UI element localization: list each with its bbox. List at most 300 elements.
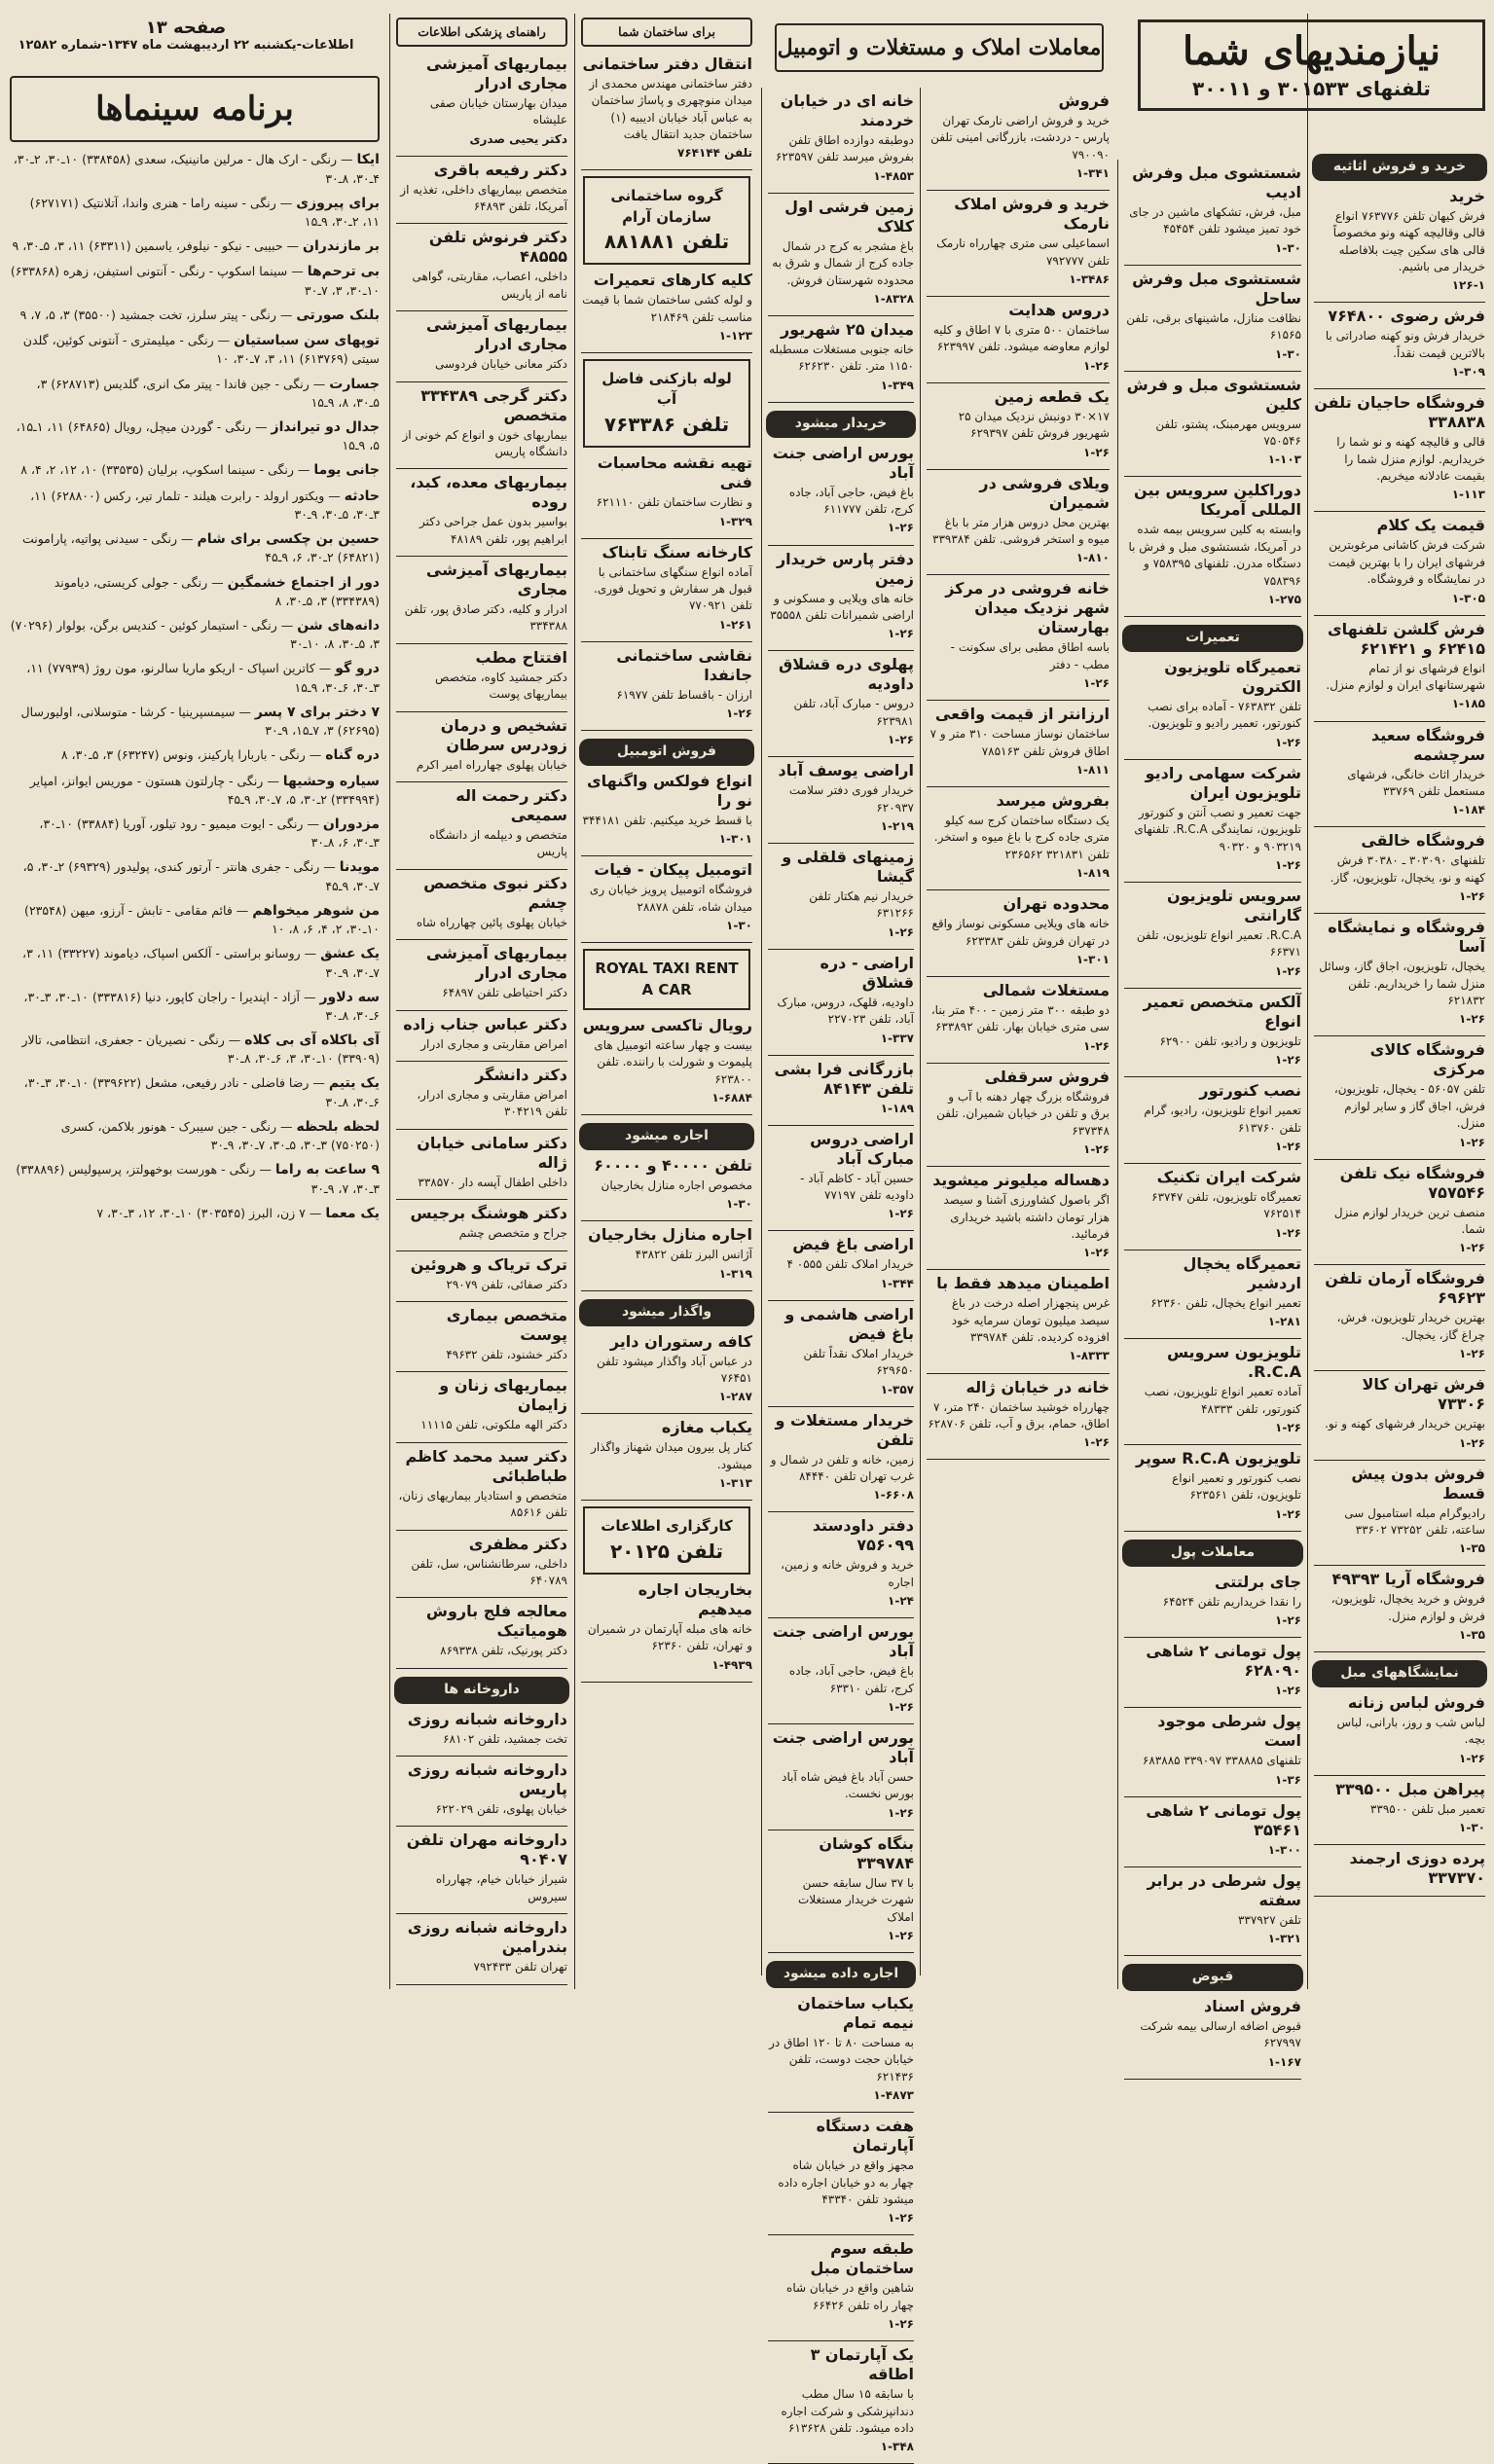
ad-body: R.C.A. تعمیر انواع تلویزیون، تلفن ۶۶۳۷۱ <box>1136 927 1301 960</box>
ad-divider <box>768 1300 914 1301</box>
cinema-separator: — <box>255 1162 275 1178</box>
ad-heading: فرش گلشن تلفنهای ۶۲۴۱۵ و ۶۲۱۴۲۱ <box>1328 619 1485 658</box>
classified-ad <box>768 198 914 308</box>
cinema-details: آزاد - اپندیرا - راجان کاپور، دنیا (۳۳۳۸۱۶) ۱۰ـ۳۰، ۳ـ۳۰، ۶ـ۳۰، ۸ـ۳۰ <box>23 989 380 1023</box>
ad-heading: بیماریهای آمیزشی مجاری ادرار <box>425 54 567 92</box>
ad-body: اگر باصول کشاورزی آشنا و سیصد هزار تومان داشته باشید خریداری فرمائید. <box>943 1193 1110 1241</box>
ad-body: تعمیر انواع تلویزیون، رادیو، گرام تلفن ۶۱۳۷۶۰ <box>1144 1104 1301 1135</box>
ad-divider <box>396 1530 567 1531</box>
ad-body: داخلی، سرطانشناس، سل، تلفن ۶۴۰۷۸۹ <box>411 1556 567 1587</box>
banner-title: نیازمندیهای شما <box>1182 28 1441 74</box>
classified-ad <box>1124 1871 1301 1947</box>
ad-code: ۱-۲۶ <box>888 1805 914 1820</box>
classified-ad <box>768 1516 914 1610</box>
ad-body: قبوض اضافه ارسالی بیمه شرکت ۶۲۷۹۹۷ <box>1140 2018 1301 2050</box>
ad-divider <box>1314 1844 1485 1845</box>
ad-heading: دوراکلین سرویس بین المللی آمریکا <box>1134 481 1301 520</box>
cinema-film-name: مزدوران <box>322 815 380 832</box>
ad-heading: فروش سرقفلی <box>984 1067 1110 1086</box>
classified-ad <box>396 944 567 1001</box>
ad-code: ۱-۲۶ <box>1275 1139 1301 1153</box>
ad-body: بیماریهای خون و انواع کم خونی از دانشگاه پاریس <box>402 427 567 458</box>
ad-heading: خریدار مستغلات و تلفن <box>775 1410 914 1449</box>
ad-divider <box>927 976 1110 977</box>
ad-divider <box>396 1756 567 1757</box>
classified-ad <box>581 1332 752 1406</box>
ad-heading: پهلوی دره قشلاق داودیه <box>778 655 914 694</box>
ad-divider <box>581 169 752 170</box>
wanted-banner <box>1134 14 1489 121</box>
ad-divider <box>1124 1076 1301 1077</box>
cinema-film-name: بر مازندران <box>303 238 380 255</box>
classified-ad <box>396 1306 567 1363</box>
classified-ad <box>768 91 914 185</box>
classified-ad <box>396 1602 567 1659</box>
ad-body: خریدار املاک تلفن ۰۵۵۵ ۴ <box>786 1257 914 1272</box>
logo-phone: تلفن ۷۶۳۳۸۶ <box>603 412 730 436</box>
classified-ad <box>1124 993 1301 1069</box>
cinema-separator: — <box>224 1033 245 1048</box>
ad-divider <box>581 538 752 539</box>
ad-heading: بیماریهای معده، کبد، روده <box>410 473 567 512</box>
classified-ad <box>396 1134 567 1191</box>
ad-code: ۱-۲۸۱ <box>1267 1315 1301 1329</box>
ad-divider <box>581 730 752 731</box>
ad-body: باغ مشجر به کرج در شمال جاده کرج از شمال و شرق به محدوده شهرستان فروش. <box>772 238 914 287</box>
classified-ad <box>396 1066 567 1121</box>
ad-body: تعمیر انواع یخچال، تلفن ۶۲۳۶۰ <box>1150 1295 1301 1310</box>
ad-body: خریدار فوری دفتر سلامت ۶۲۰۹۳۷ <box>788 783 914 815</box>
ad-code: ۱-۳۰۵ <box>1451 591 1485 605</box>
classified-ad <box>396 161 567 216</box>
classified-ad <box>396 1447 567 1522</box>
logo-name: لوله بازکنی فاضل آب <box>601 370 732 409</box>
ad-code: ۱-۳۵۷ <box>880 1382 914 1396</box>
issue-line: اطلاعات-یکشنبه ۲۲ اردیبهشت ماه ۱۳۴۷-شماره ۱۲۵۸۲ <box>18 38 354 53</box>
cinema-separator: — <box>251 418 272 434</box>
classified-ad <box>1314 1570 1485 1644</box>
ad-divider <box>768 1511 914 1512</box>
classified-ad <box>1314 1040 1485 1150</box>
ad-code: ۱-۱۲۳ <box>718 329 752 344</box>
ad-divider <box>1124 616 1301 617</box>
ad-divider <box>927 469 1110 470</box>
cinema-separator: — <box>337 152 357 167</box>
ad-divider <box>1314 1159 1485 1160</box>
cinema-separator: — <box>282 238 304 254</box>
ad-heading: تلویزیون سرویس R.C.A. <box>1166 1343 1301 1382</box>
ad-divider <box>1124 1163 1301 1164</box>
ad-code: ۱-۱۸۹ <box>880 1101 914 1115</box>
cinema-separator: — <box>305 747 326 763</box>
classified-ad <box>581 271 752 344</box>
cinema-details: روسانو براستی - آلکس اسپاک، دیاموند (۳۳۲۲۷) ۱۱، ۳، ۷ـ۳۰، ۹ـ۳۰ <box>22 946 380 980</box>
ad-body: امراض مقاربتی و مجاری ادرار، تلفن ۳۰۴۲۱۹ <box>417 1087 567 1119</box>
classified-ad <box>1124 1712 1301 1788</box>
logo-name: ROYAL TAXI RENT A CAR <box>595 960 739 998</box>
ad-code: ۱-۲۶ <box>1275 1506 1301 1521</box>
ad-code: ۱-۲۶ <box>1459 1135 1485 1149</box>
ad-heading: محدوده تهران <box>1002 894 1110 914</box>
section-header: نمایشگاههای مبل <box>1312 1660 1487 1687</box>
ad-body: فروش و خرید یخچال، تلویزیون، فرش و لوازم منزل. <box>1330 1592 1485 1623</box>
ad-body: دفتر ساختمانی مهندس محمدی از میدان منوچهری و پاساژ ساختمان به عباس آباد خیابان ادیبیه (۱) ساختمان جدید انتقال یافت <box>589 76 752 141</box>
ad-code: ۱-۸۱۹ <box>1075 866 1110 881</box>
ad-body: دکتر احتیاطی تلفن ۶۴۸۹۷ <box>442 986 567 1000</box>
ad-divider <box>396 1371 567 1372</box>
classified-ad <box>927 705 1110 779</box>
ad-divider <box>927 1373 1110 1374</box>
section-header: خرید و فروش اثاثیه <box>1312 154 1487 181</box>
ad-body: تهران تلفن ۷۹۲۴۳۳ <box>473 1960 567 1975</box>
ad-divider <box>768 949 914 950</box>
ad-divider <box>1314 721 1485 722</box>
cinema-details: رنگی - چارلتون هستون - موریس ایوانز، امپایر (۳۳۴۹۹۴) ۲ـ۳۰، ۵، ۷ـ۳۰، ۹ـ۴۵ <box>29 773 380 807</box>
cinema-separator: — <box>293 462 314 478</box>
ad-heading: شستشوی مبل وفرش ساحل <box>1132 269 1301 308</box>
ad-code: ۱-۳۰۱ <box>718 832 752 847</box>
classified-ad <box>927 195 1110 288</box>
ad-heading: بیماریهای آمیزشی مجاری ادرار <box>425 944 567 983</box>
cinema-details: سینما اسکوپ - رنگی - آنتونی استیفن، زهره (۶۳۳۸۶۸) ۱۰ـ۳۰، ۳، ۷ـ۳۰ <box>10 264 380 298</box>
ad-heading: داروخانه شبانه روزی بندرامین <box>407 1918 567 1957</box>
ad-divider <box>1314 1651 1485 1652</box>
ad-heading: فروشگاه خالقی <box>1361 831 1485 851</box>
ad-body: منصف ترین خریدار لوازم منزل شما. <box>1333 1205 1485 1236</box>
ad-heading: تشخیص و درمان زودرس سرطان <box>440 715 567 754</box>
cinema-separator: — <box>276 1118 297 1134</box>
ad-code: ۱-۲۶ <box>888 1700 914 1715</box>
cinema-details: رنگی - ارک هال - مرلین مانینیک، سعدی (۳۳۸۴۵۸) ۱۰ـ۳۰، ۲ـ۳۰، ۴ـ۳۰، ۸ـ۳۰ <box>13 152 380 186</box>
ad-body: سرویس مهرمبنک، پشتو، تلفن ۷۵۰۵۴۶ <box>1155 417 1301 449</box>
ad-body: فروشگاه اتومبیل پرویز خیابان ری میدان شاه، تلفن ۲۸۸۷۸ <box>589 883 752 914</box>
ad-divider <box>1124 1955 1301 1956</box>
ad-divider <box>1314 826 1485 827</box>
ad-code: ۱-۲۶۱ <box>718 617 752 632</box>
ad-heading: دکتر سید محمد کاظم طباطبائی <box>405 1446 567 1485</box>
ad-body: دکتر معانی خیابان فردوسی <box>434 357 567 372</box>
ad-divider <box>396 1129 567 1130</box>
section-header: داروخانه ها <box>394 1677 569 1704</box>
ad-body: آماده تعمیر انواع تلویزیون، نصب کنورتور، تلفن ۴۸۳۳۳ <box>1144 1385 1301 1416</box>
cinema-film-name: ۷ دختر برای ۷ پسر <box>254 704 380 720</box>
ad-body: قالی و قالیچه کهنه و نو شما را خریداریم. لوازم منزل شما را بقیمت عادلانه میخریم. <box>1336 435 1485 484</box>
ad-heading: داروخانه شبانه روزی پاریس <box>407 1759 567 1798</box>
classified-ad <box>1124 1997 1301 2071</box>
ad-divider <box>1314 1460 1485 1461</box>
ad-divider <box>927 382 1110 383</box>
classified-ad <box>927 791 1110 882</box>
ad-heading: تعمیرگاه تلویزیون الکترون <box>1164 657 1301 696</box>
ad-heading: پول تومانی ۲ شاهی ۳۵۴۶۱ <box>1146 1800 1301 1839</box>
cinema-separator: — <box>235 704 255 719</box>
ad-divider <box>581 1500 752 1501</box>
cinema-listing <box>10 150 380 187</box>
section-header: اجاره داده میشود <box>766 1961 916 1988</box>
cinema-film-name: یک یتیم <box>328 1075 380 1092</box>
cinema-film-name: ایکا <box>356 152 380 168</box>
classified-ad <box>1314 516 1485 606</box>
ad-code: دکتر یحیی صدری <box>469 131 567 146</box>
cinema-details: رنگی - جین سیبرک - هونور بلاکمن، کسری (۷۵۰۲۵۰) ۳ـ۳۰، ۵ـ۳۰، ۷ـ۳۰، ۹ـ۳۰ <box>60 1118 380 1153</box>
ad-code: ۱-۸۳۲۸ <box>873 291 914 306</box>
ad-code: ۱-۲۶ <box>888 627 914 641</box>
ad-body: وابسته به کلین سرویس بیمه شده در آمریکا، شستشوی مبل و فرش با دستگاه مدرن. تلفنهای ۷۵۸۳۹۵ و ۷۵۸۳۹۶ <box>1128 523 1301 588</box>
cinema-separator: — <box>276 617 298 633</box>
cinema-details: رنگی - گوردن میچل، رویال (۶۴۸۶۵) ۱۱، ۱ـ۱۵، ۵، ۹ـ۱۵ <box>16 418 380 453</box>
ad-divider <box>768 1125 914 1126</box>
cinema-details: رنگی - نصیریان - جعفری، انتظامی، تالار (۳۳۹۰۹) ۱۰ـ۳۰، ۳، ۶ـ۳۰، ۸ـ۳۰ <box>21 1033 380 1067</box>
ad-heading: انواع فولکس واگنهای نو را <box>586 772 752 811</box>
cinema-film-name: حسین بن چکسی برای شام <box>197 531 380 548</box>
real-estate-title: معاملات املاک و مستغلات و اتومبیل <box>775 23 1104 72</box>
ad-heading: دروس هدایت <box>1008 301 1110 320</box>
classified-ad <box>396 386 567 461</box>
classified-ad <box>581 860 752 934</box>
ad-heading: اراضی دروس مبارک آباد <box>810 1129 914 1168</box>
cinema-details: فائم مقامی - تابش - آرزو، میهن (۲۳۵۴۸) ۱۰ـ۳۰، ۲، ۴، ۶، ۸، ۱۰ <box>24 902 380 937</box>
ad-code: ۱-۲۶ <box>1275 963 1301 978</box>
ad-heading: خرید <box>1449 186 1485 205</box>
classified-ad <box>1124 1801 1301 1859</box>
ad-heading: شرکت سهامی رادیو تلویزیون ایران <box>1145 763 1301 802</box>
ad-code: ۱-۲۶ <box>888 1207 914 1221</box>
ad-divider <box>1314 511 1485 512</box>
ad-divider <box>927 574 1110 575</box>
cinema-listing <box>10 745 380 765</box>
section-header: معاملات پول <box>1122 1540 1303 1567</box>
ad-heading: اراضی - دره قشلاق <box>820 953 914 992</box>
ad-code: ۱-۲۸۷ <box>718 1390 752 1404</box>
ad-body: خانه جنوبی مستغلات مسطبله ۱۱۵۰ متر. تلفن ۶۲۶۲۳۰ <box>769 343 914 374</box>
ad-body: باسه اطاق مطبی برای سکونت - مطب - دفتر <box>950 640 1110 671</box>
ad-body: را نقدا خریداریم تلفن ۶۴۵۲۴ <box>1162 1594 1301 1609</box>
ad-divider <box>768 2112 914 2113</box>
ad-code: ۱-۲۶ <box>1275 735 1301 749</box>
classified-ad <box>927 474 1110 567</box>
ad-body: دوطبقه دوازده اطاق تلفن بفروش میرسد تلفن ۶۲۳۵۹۷ <box>775 133 914 164</box>
cinema-listing <box>10 1160 380 1197</box>
cinema-separator: — <box>275 307 297 322</box>
ad-divider <box>1124 265 1301 266</box>
advertiser-logo <box>583 359 750 448</box>
ad-code: ۱-۳۴۴ <box>880 1276 914 1290</box>
cinema-details: رنگی - جین فاندا - پیتر مک انری، گلدیس (۶۲۸۷۱۳) ۳، ۵ـ۳۰، ۸، ۹ـ۱۵ <box>36 376 380 410</box>
ad-code: ۱-۳۰۱ <box>1075 953 1110 967</box>
ad-divider <box>768 545 914 546</box>
classified-ad <box>1124 376 1301 469</box>
ad-code: ۱-۳۲۱ <box>1267 1932 1301 1945</box>
ad-divider <box>768 2340 914 2341</box>
ad-heading: فروش اسناد <box>1204 1996 1301 2015</box>
ad-divider <box>1314 615 1485 616</box>
classified-ad <box>396 1710 567 1748</box>
ad-body: تلفنهای ۳۰۳۰۹۰ ـ ۳۰۳۸۰ فرش کهنه و نو، یخچال، تلویزیون، گاز. <box>1330 853 1485 885</box>
ad-divider <box>927 1166 1110 1167</box>
classified-ad <box>1314 1849 1485 1888</box>
ad-body: آماده انواع سنگهای ساختمانی با قبول هر سفارش و تحویل فوری. تلفن ۷۷۰۹۲۱ <box>594 564 752 613</box>
ad-code: ۱-۳۴۱ <box>1075 166 1110 181</box>
ad-heading: بخاریجان اجاره میدهیم <box>638 1579 752 1618</box>
classified-ad <box>1314 187 1485 295</box>
ad-code: ۱-۲۶ <box>1083 1142 1110 1157</box>
cinema-listing <box>10 529 380 566</box>
ad-heading: بورس اراضی جنت آباد <box>772 1622 914 1661</box>
cinema-separator: — <box>305 1205 326 1220</box>
ad-body: خرید و فروش اراضی نارمک تهران پارس - دردشت، بازرگانی امینی تلفن ۷۹۰۰۹۰ <box>930 114 1110 162</box>
ad-code: ۱-۳۲۹ <box>718 514 752 528</box>
ad-heading: یک آپارتمان ۳ اطاقه <box>810 2345 914 2384</box>
classified-ad <box>396 1255 567 1293</box>
ad-divider <box>396 223 567 224</box>
ad-heading: دکتر رفیعه باقری <box>433 160 567 179</box>
classified-ad <box>768 444 914 537</box>
ad-heading: تلفن ۴۰۰۰۰ و ۶۰۰۰۰ <box>594 1155 752 1175</box>
classified-ad <box>581 453 752 529</box>
ad-divider <box>1124 1531 1301 1532</box>
classified-ad <box>768 1060 914 1117</box>
cinema-separator: — <box>207 574 228 590</box>
ad-body: باغ فیض، حاجی آباد، جاده کرج، تلفن ۶۳۳۱۰ <box>788 1664 914 1695</box>
cinema-details: رنگی - سینما اسکوپ، برلیان (۳۳۵۳۵) ۱۰، ۱۲، ۲، ۴، ۸ <box>20 462 294 478</box>
ad-code: ۱-۲۶ <box>1083 445 1110 459</box>
ad-divider <box>396 869 567 870</box>
cinema-details: رنگی - باربارا پارکینز، ونوس (۶۳۲۴۷) ۳، ۵ـ۳۰، ۸ <box>60 747 306 763</box>
ad-code: ۱-۳۰ <box>1275 346 1301 361</box>
cinema-details: کاترین اسپاک - اریکو ماریا سالرنو، مون روژ (۷۷۹۳۹) ۱۱، ۳ـ۳۰، ۶ـ۳۰، ۹ـ۱۵ <box>26 661 380 695</box>
ad-heading: فروشگاه سعید سرچشمه <box>1371 725 1485 764</box>
ad-code: ۱-۳۱۳ <box>718 1476 752 1491</box>
ad-body: داخلی اطفال آپسه دار ۳۳۸۵۷۰ <box>418 1175 567 1189</box>
ad-heading: فروشگاه آریا ۴۹۳۹۳ <box>1331 1570 1485 1589</box>
ad-body: خریدار املاک نقداً تلفن ۶۲۹۶۵۰ <box>803 1346 914 1378</box>
classified-ad <box>581 1156 752 1213</box>
cinema-film-name: جانی یوما <box>313 462 380 479</box>
ad-heading: نقاشی ساختمانی جانفدا <box>616 645 752 684</box>
classified-ad <box>396 1535 567 1590</box>
classified-ad <box>1314 726 1485 819</box>
ad-divider <box>768 2234 914 2235</box>
ad-body: ساختمان نوساز مساحت ۳۱۰ متر و ۷ اطاق فروش تلفن ۷۸۵۱۶۳ <box>929 727 1110 758</box>
ad-heading: اراضی هاشمی و باغ فیض <box>784 1304 914 1343</box>
cinema-listing <box>10 194 380 231</box>
classified-ad <box>1314 1693 1485 1767</box>
classified-ad <box>1124 481 1301 608</box>
ad-divider <box>396 1061 567 1062</box>
classified-ad <box>396 473 567 548</box>
ad-heading: بورس اراضی جنت آباد <box>772 443 914 482</box>
ad-body: خانه های ویلایی مسکونی نوساز واقع در تهران فروش تلفن ۶۲۳۳۸۳ <box>931 917 1110 948</box>
ad-heading: ویلای فروشی در شمیران <box>979 473 1110 512</box>
ad-heading: ترک تریاک و هروئین <box>410 1254 567 1274</box>
ad-body: نصب کنورتور و تعمیر انواع تلویزیون، تلفن ۶۲۳۵۶۱ <box>1172 1471 1301 1503</box>
cinema-listing <box>10 306 380 325</box>
cinema-listing <box>10 1031 380 1068</box>
cinema-film-name: توپهای سن سباستیان <box>234 333 380 349</box>
ad-divider <box>1124 1707 1301 1708</box>
ad-divider <box>396 156 567 157</box>
ad-divider <box>396 939 567 940</box>
cinema-listing <box>10 1117 380 1154</box>
classified-ad <box>396 1830 567 1905</box>
advertiser-logo <box>583 1506 750 1575</box>
classified-ad <box>1124 1343 1301 1436</box>
ad-code: ۱-۲۶ <box>888 733 914 747</box>
cinema-separator: — <box>300 989 320 1004</box>
ad-heading: فروشگاه آرمان تلفن ۶۹۶۲۳ <box>1325 1269 1485 1308</box>
section-header: تعمیرات <box>1122 625 1303 652</box>
ad-heading: جای برلتتی <box>1215 1572 1301 1591</box>
advertiser-logo <box>583 176 750 265</box>
ad-code: ۱-۲۶ <box>888 924 914 939</box>
ad-body: ساختمان ۵۰۰ متری با ۷ اطاق و کلیه لوازم معاوضه میشود. تلفن ۶۲۳۹۹۷ <box>932 323 1110 354</box>
classified-ad <box>768 320 914 394</box>
ad-code: ۱-۸۳۳۳ <box>1069 1349 1110 1363</box>
classified-ad <box>768 1130 914 1223</box>
classified-ad <box>1124 270 1301 363</box>
ad-divider <box>581 1290 752 1291</box>
classified-ad <box>768 655 914 748</box>
ad-code: ۱-۲۶ <box>1459 1751 1485 1765</box>
ad-heading: دکتر فرنوش تلفن ۴۸۵۵۵ <box>428 228 567 267</box>
ad-divider <box>1124 2079 1301 2080</box>
ad-heading: یکباب ساختمان نیمه تمام <box>797 1993 914 2032</box>
column-construction <box>574 14 758 1989</box>
ad-body: ۱۷×۳۰ دونبش نزدیک میدان ۲۵ شهریور فروش تلفن ۶۲۹۳۹۷ <box>958 409 1110 441</box>
ad-divider <box>1124 759 1301 760</box>
ad-divider <box>581 641 752 642</box>
cinema-separator: — <box>309 376 330 391</box>
classified-ad <box>1124 1081 1301 1155</box>
cinema-film-name: دانه‌های شن <box>297 617 380 634</box>
classified-ad <box>581 1016 752 1106</box>
classified-ad <box>396 54 567 148</box>
ad-body: شیراز خیابان خیام، چهارراه سیروس <box>435 1872 567 1903</box>
ad-body: تلفن ۷۶۳۸۳۲ - آماده برای نصب کنورتور، تعمیر رادیو و تلویزیون. <box>1148 699 1301 731</box>
ad-heading: هفت دستگاه آپارتمان <box>816 2117 914 2156</box>
ad-body: تخت جمشید، تلفن ۶۸۱۰۲ <box>443 1731 567 1746</box>
ad-body: نظافت منازل، ماشینهای برقی، تلفن ۶۱۵۶۵ <box>1126 310 1301 343</box>
ad-code: ۱-۲۶ <box>1459 1347 1485 1361</box>
ad-heading: دکتر دانشگر <box>475 1065 567 1084</box>
ad-body: بواسیر بدون عمل جراحی دکتر ابراهیم پور، تلفن ۴۸۱۸۹ <box>419 515 567 546</box>
ad-divider <box>1124 1637 1301 1638</box>
ad-code: ۱-۳۰ <box>726 1197 752 1212</box>
ad-body: فروشگاه بزرگ چهار دهنه با آب و برق و تلفن در خیابان شمیران. تلفن ۶۳۷۳۴۸ <box>936 1089 1110 1138</box>
ad-divider <box>768 1055 914 1056</box>
ad-heading: طبقه سوم ساختمان مبل <box>810 2239 914 2278</box>
cinema-listing <box>10 1204 380 1223</box>
ad-code: ۱-۸۱۰ <box>1075 551 1110 565</box>
classified-ad <box>927 981 1110 1055</box>
ad-code: ۱-۲۷۵ <box>1267 593 1301 606</box>
ad-code: ۱-۳۰ <box>726 919 752 933</box>
ad-divider <box>927 190 1110 191</box>
ad-heading: دکتر نبوی متخصص چشم <box>423 873 567 912</box>
ad-code: ۱-۳۰ <box>1459 1821 1485 1835</box>
classified-ad <box>581 54 752 163</box>
cinema-listing <box>10 460 380 480</box>
cinema-listing <box>10 815 380 852</box>
classified-ad <box>768 1235 914 1291</box>
ad-code: ۱-۴۹۳۹ <box>711 1657 752 1672</box>
ad-code: ۱-۲۶ <box>888 2317 914 2332</box>
classified-ad <box>396 1015 567 1053</box>
ad-heading: دکتر هوشنگ برجیس <box>410 1204 567 1223</box>
cinema-separator: — <box>275 195 297 210</box>
ad-body: انواع فرشهای نو از تمام شهرستانهای ایران و لوازم منزل. <box>1326 661 1485 693</box>
ad-body: کنار پل بیرون میدان شهناز واگذار میشود. <box>591 1440 752 1471</box>
